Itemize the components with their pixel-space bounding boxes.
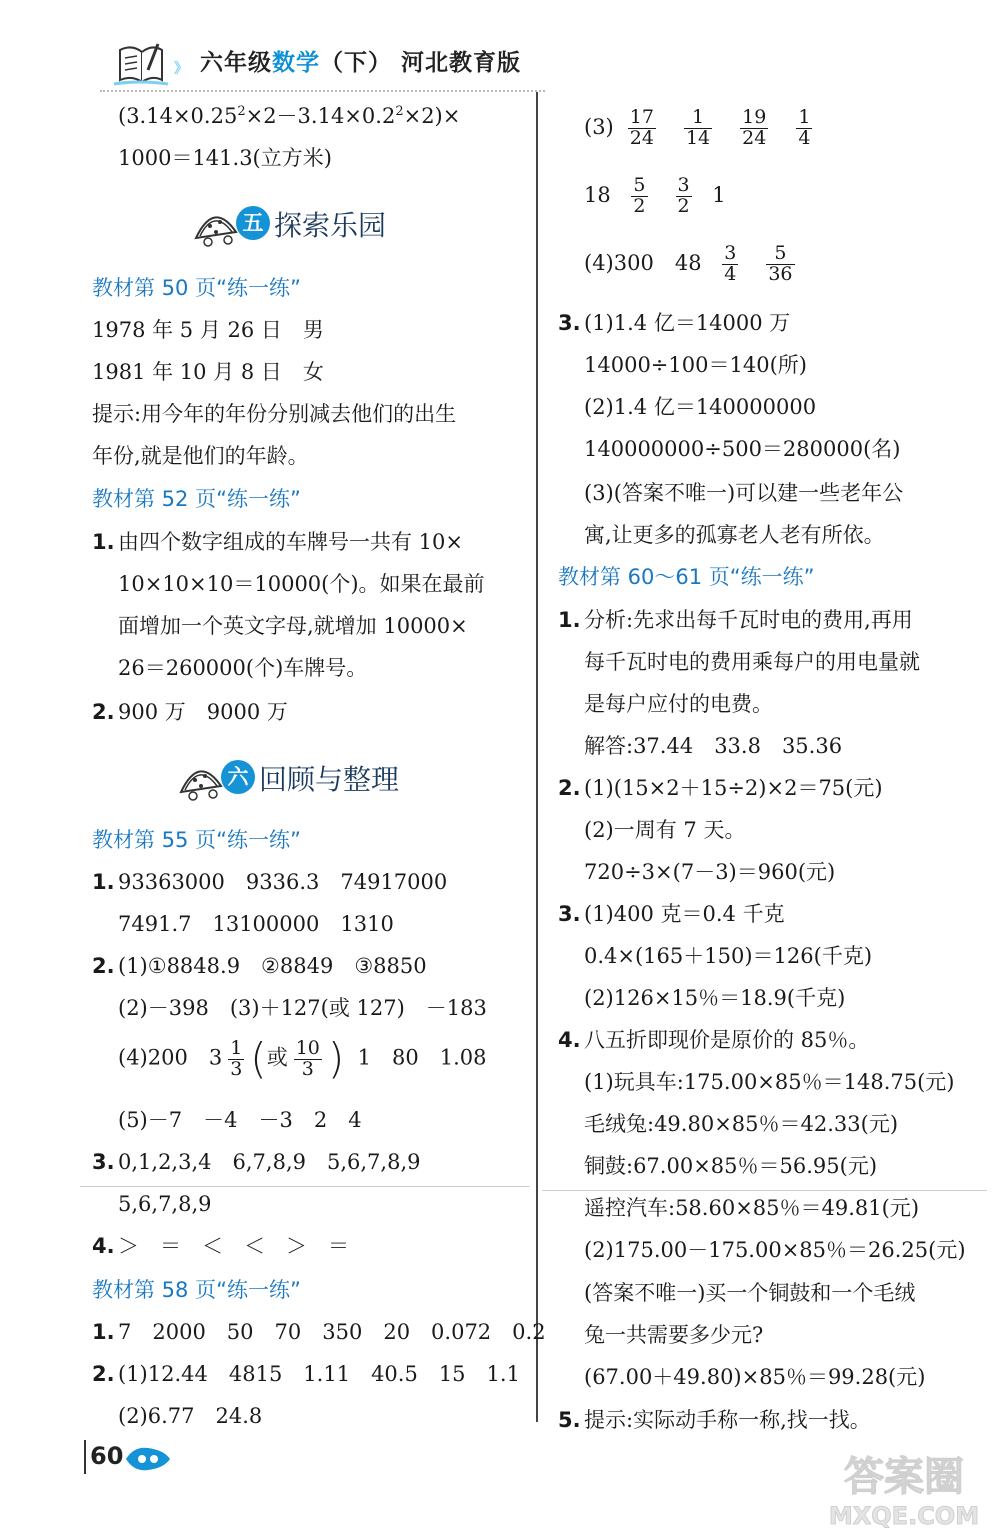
fraction-row: (4)300 48 $\frac{3}{4}$ $\frac{5}{36}$	[584, 244, 809, 285]
answer-line: (1)①8848.9 ②8849 ③8850	[118, 954, 427, 978]
answer-line: (2)175.00－175.00×85％＝26.25(元)	[584, 1238, 966, 1262]
fraction: $\frac{17}{24}$	[629, 106, 654, 149]
answer-line: (1)400 克＝0.4 千克	[584, 902, 785, 926]
question-number: 3.	[558, 902, 581, 926]
answer-line: 720÷3×(7－3)＝960(元)	[584, 860, 836, 884]
answer-line: 93363000 9336.3 74917000	[118, 870, 448, 894]
intro-line-2: 1000＝141.3(立方米)	[118, 146, 332, 170]
answer-line: (5)－7 －4 －3 2 4	[118, 1108, 362, 1132]
fraction: $\frac{19}{24}$	[742, 106, 767, 149]
answer-line: (3)(答案不唯一)可以建一些老年公	[584, 481, 904, 505]
answer-line: 提示:实际动手称一称,找一找。	[584, 1408, 871, 1432]
answer-line: 26＝260000(个)车牌号。	[118, 656, 368, 680]
answer-line: 八五折即现价是原价的 85％。	[584, 1028, 870, 1052]
section-number-badge: 六	[221, 760, 255, 794]
answer-line: 毛绒兔:49.80×85％＝42.33(元)	[584, 1112, 899, 1136]
question-number: 5.	[558, 1408, 581, 1432]
question-number: 1.	[92, 530, 115, 554]
answer-line: 140000000÷500＝280000(名)	[584, 437, 901, 461]
answer-line: (2)6.77 24.8	[118, 1404, 263, 1428]
section-title: 探索乐园	[274, 209, 387, 242]
question-number: 2.	[92, 1362, 115, 1386]
page-nav-dots-icon	[124, 1444, 172, 1474]
intro-line-1: $(3.14\times 0.25^2\times 2-3.14\times 0.2^2\times 2)\times$	[118, 104, 461, 128]
page-header	[100, 34, 545, 96]
answer-line: 7491.7 13100000 1310	[118, 912, 394, 936]
answer-line: (2)1.4 亿＝140000000	[584, 395, 817, 419]
question-number: 3.	[92, 1150, 115, 1174]
answer-line: ＞ ＝ ＜ ＜ ＞ ＝	[118, 1234, 349, 1258]
answer-line: (1)1.4 亿＝14000 万	[584, 311, 791, 335]
grade-label: 六年级	[200, 50, 272, 76]
question-number: 1.	[558, 608, 581, 632]
answer-line: 5,6,7,8,9	[118, 1192, 212, 1216]
answer-line: 1981 年 10 月 8 日 女	[92, 360, 324, 384]
left-fold-line	[80, 1186, 530, 1187]
fraction: $\frac{1}{4}$	[798, 106, 811, 149]
question-number: 2.	[92, 700, 115, 724]
answer-line: 10×10×10＝10000(个)。如果在最前	[118, 572, 485, 596]
answer-line: 0.4×(165＋150)＝126(千克)	[584, 944, 873, 968]
question-number: 4.	[92, 1234, 115, 1258]
fraction: $\frac{3}{2}$	[677, 174, 690, 217]
answer-line: (67.00＋49.80)×85％＝99.28(元)	[584, 1365, 926, 1389]
answer-line: 寓,让更多的孤寡老人老有所依。	[584, 523, 885, 547]
answer-line: (2)126×15％＝18.9(千克)	[584, 986, 846, 1010]
textbook-page-heading: 教材第 50 页“练一练”	[92, 276, 301, 300]
header-title	[200, 44, 521, 77]
textbook-page-heading: 教材第 52 页“练一练”	[92, 487, 301, 511]
section-number-badge: 五	[236, 206, 270, 240]
header-divider	[100, 90, 545, 92]
answer-line: 铜鼓:67.00×85％＝56.95(元)	[584, 1154, 878, 1178]
section-title: 回顾与整理	[259, 763, 400, 796]
answer-line: 年份,就是他们的年龄。	[92, 444, 309, 468]
svg-text:答案圈: 答案圈	[844, 1454, 964, 1500]
question-number: 4.	[558, 1028, 581, 1052]
book-pen-icon	[112, 42, 170, 88]
fraction: $\frac{5}{2}$	[633, 174, 646, 217]
fraction-row: 18 $\frac{5}{2}$ $\frac{3}{2}$ 1	[584, 174, 726, 217]
fraction: $\frac{10}{3}$	[295, 1036, 320, 1080]
edition-label: 河北教育版	[401, 50, 522, 76]
fraction: $\frac{1}{3}$	[230, 1036, 243, 1080]
right-fold-line	[542, 1190, 987, 1191]
answer-line: (2)一周有 7 天。	[584, 818, 746, 842]
question-number: 2.	[558, 776, 581, 800]
textbook-page-heading: 教材第 55 页“练一练”	[92, 828, 301, 852]
watermark-icon	[810, 1444, 998, 1534]
svg-text:MXQE.COM: MXQE.COM	[828, 1502, 980, 1530]
answer-line-with-fractions: (4)200 3 $\frac{1}{3}$ (或 $\frac{10}{3}$ ) 1 80 1.08	[118, 1034, 487, 1083]
answer-line: 由四个数字组成的车牌号一共有 10×	[118, 530, 463, 554]
answer-line: 每千瓦时电的费用乘每户的用电量就	[584, 650, 920, 674]
fraction: $\frac{1}{14}$	[685, 106, 711, 149]
answer-line: (1)12.44 4815 1.11 40.5 15 1.1	[118, 1362, 520, 1386]
textbook-page-heading: 教材第 60～61 页“练一练”	[558, 565, 815, 589]
answer-line: (1)玩具车:175.00×85％＝148.75(元)	[584, 1070, 955, 1094]
page-number: 60	[90, 1442, 124, 1470]
answer-line: 1978 年 5 月 26 日 男	[92, 318, 324, 342]
answer-line: 900 万 9000 万	[118, 700, 288, 724]
answer-line: (答案不唯一)买一个铜鼓和一个毛绒	[584, 1281, 916, 1305]
question-number: 1.	[92, 870, 115, 894]
answer-line: 是每户应付的电费。	[584, 692, 773, 716]
answer-line: (2)－398 (3)＋127(或 127) －183	[118, 996, 487, 1020]
answer-line: 0,1,2,3,4 6,7,8,9 5,6,7,8,9	[118, 1150, 421, 1174]
answer-line: 14000÷100＝140(所)	[584, 353, 807, 377]
answer-line: 遥控汽车:58.60×85％＝49.81(元)	[584, 1196, 920, 1220]
question-number: 1.	[92, 1320, 115, 1344]
fraction: $\frac{5}{36}$	[768, 242, 793, 285]
textbook-page-heading: 教材第 58 页“练一练”	[92, 1278, 301, 1302]
answer-line: (1)(15×2＋15÷2)×2＝75(元)	[584, 776, 883, 800]
answer-line: 解答:37.44 33.8 35.36	[584, 734, 843, 758]
question-number: 2.	[92, 954, 115, 978]
volume-label: （下）	[320, 50, 392, 76]
answer-line: 提示:用今年的年份分别减去他们的出生	[92, 402, 457, 426]
column-divider	[536, 92, 538, 1422]
answer-line: 面增加一个英文字母,就增加 10000×	[118, 614, 468, 638]
header-arrows: 》	[174, 61, 188, 77]
answer-line: 7 2000 50 70 350 20 0.072 0.2	[118, 1320, 546, 1344]
page-number-bar	[84, 1440, 86, 1474]
question-number: 3.	[558, 311, 581, 335]
answer-line: 兔一共需要多少元?	[584, 1323, 764, 1347]
fraction-row: (3) $\frac{17}{24}$ $\frac{1}{14}$ $\frac{19}{24}$ $\frac{1}{4}$	[584, 108, 826, 149]
fraction-list	[708, 242, 808, 285]
subject-label: 数学	[272, 50, 320, 76]
answer-line: 分析:先求出每千瓦时电的费用,再用	[584, 608, 913, 632]
watermark-logo	[810, 1444, 998, 1534]
fraction: $\frac{3}{4}$	[724, 242, 737, 285]
